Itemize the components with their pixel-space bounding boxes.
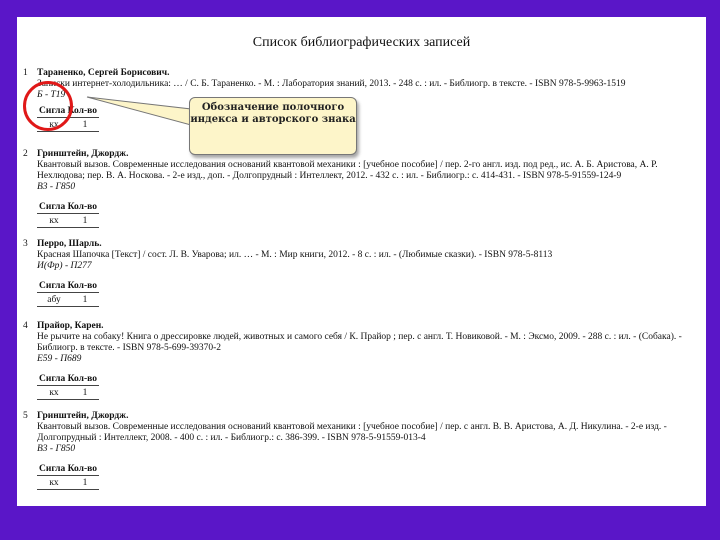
highlight-circle: [23, 81, 73, 131]
holdings-table: [37, 374, 99, 386]
count-value: 1: [71, 295, 99, 307]
holdings-table: [37, 464, 99, 476]
callout-box: Обозначение полочного индекса и авторского знака: [189, 97, 357, 155]
count-value: 1: [71, 120, 99, 132]
page-title: Список библиографических записей: [252, 35, 471, 50]
sigla-value: абу: [37, 295, 71, 307]
count-header: Кол-во: [67, 464, 97, 474]
shelf-index: В3 - Г850: [37, 182, 76, 192]
entry-author: Перро, Шарль.: [37, 239, 102, 249]
entry-author: Прайор, Карен.: [37, 321, 104, 331]
holdings-row: [37, 216, 99, 228]
sigla-header: Сигла: [39, 106, 66, 116]
shelf-index: Е59 - П689: [37, 354, 82, 364]
shelf-index: В3 - Г850: [37, 444, 76, 454]
holdings-header: [37, 202, 99, 214]
holdings-row: [37, 478, 99, 490]
list-item: [17, 239, 706, 321]
document-page: [17, 17, 706, 506]
entry-number: 1: [23, 68, 28, 78]
sigla-value: кх: [37, 478, 71, 490]
holdings-table: [37, 202, 99, 214]
list-item: [17, 321, 706, 411]
entry-description: Квантовый вызов. Современные исследования оснований квантовой механики : [учебное пособие] / пер. с англ. В. В. Аристова, А. Д. Никулина. - 2-е изд. - Долгопрудный : Интеллект, 2008. - 400 с. : ил. - Библиогр.: с. 386-399. - ISBN 978-5-91559-013-4: [37, 422, 667, 443]
entry-number: 2: [23, 149, 28, 159]
entry-author: Гринштейн, Джордж.: [37, 411, 129, 421]
holdings-row: [37, 388, 99, 400]
holdings-table: [37, 281, 99, 293]
sigla-header: Сигла: [39, 374, 66, 384]
sigla-header: Сигла: [39, 281, 66, 291]
sigla-value: кх: [37, 120, 71, 132]
shelf-index: И(Фр) - П277: [37, 261, 92, 271]
holdings-header: [37, 281, 99, 293]
holdings-header: [37, 464, 99, 476]
list-item: [17, 411, 706, 503]
entry-number: 5: [23, 411, 28, 421]
sigla-header: Сигла: [39, 202, 66, 212]
holdings-row: [37, 295, 99, 307]
entry-author: Тараненко, Сергей Борисович.: [37, 68, 170, 78]
count-value: 1: [71, 216, 99, 228]
count-header: Кол-во: [67, 374, 97, 384]
sigla-value: кх: [37, 216, 71, 228]
count-header: Кол-во: [67, 202, 97, 212]
sigla-header: Сигла: [39, 464, 66, 474]
count-value: 1: [71, 478, 99, 490]
entry-description: Красная Шапочка [Текст] / сост. Л. В. Уварова; ил. … - М. : Мир книги, 2012. - 8 с. : ил. - (Любимые сказки). - ISBN 978-5-8113: [37, 250, 553, 260]
entry-description: Записки интернет-холодильника: … / С. Б. Тараненко. - М. : Лаборатория знаний, 2013. - 248 с. : ил. - Библиогр. в тексте. - ISBN 978-5-9963-1519: [37, 79, 626, 89]
holdings-header: [37, 374, 99, 386]
count-header: Кол-во: [67, 281, 97, 291]
shelf-index: Б - Т19: [37, 90, 66, 100]
entry-description: Не рычите на собаку! Книга о дрессировке людей, животных и самого себя / К. Прайор ; пер. с англ. Т. Новиковой. - М. : Эксмо, 2009. - 288 с. : ил. - (Собака). - Библиогр. в тексте. - ISBN 978-5-699-39370-2: [37, 332, 682, 353]
entry-number: 3: [23, 239, 28, 249]
sigla-value: кх: [37, 388, 71, 400]
entry-number: 4: [23, 321, 28, 331]
count-header: Кол-во: [67, 106, 97, 116]
entry-author: Гринштейн, Джордж.: [37, 149, 129, 159]
count-value: 1: [71, 388, 99, 400]
entry-description: Квантовый вызов. Современные исследования оснований квантовой механики : [учебное пособие] / пер. 2-го англ. изд. под ред., ис. А. Б. Аристова, А. Р. Нехлюдова; пер. В. А. Носкова. - 2-е изд., доп. - Долгопрудный : Интеллект, 2012. - 432 с. : ил. - Библиогр.: с. 414-431. - ISBN 978-5-91559-124-9: [37, 160, 658, 181]
